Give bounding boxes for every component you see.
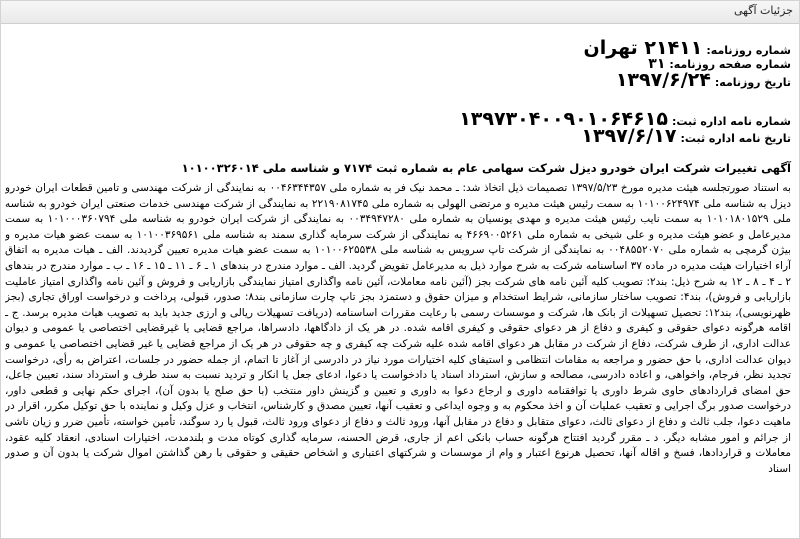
newspaper-date-value: ۱۳۹۷/۶/۲۴ — [615, 69, 711, 91]
page-number-label: شماره صفحه روزنامه: — [669, 58, 791, 71]
notice-title: آگهی تغییرات شرکت ایران خودرو دیزل شرکت سهامی عام به شماره ثبت ۷۱۷۴ و شناسه ملی ۱۰۱۰۰۳۲۶۰۱۴ — [181, 161, 791, 175]
newspaper-number-label: شماره روزنامه: — [706, 44, 791, 57]
page-number-value: ۳۱ — [648, 56, 666, 72]
notice-body: به استناد صورتجلسه هیئت مدیره مورخ ۱۳۹۷/۵/۲۳ تصمیمات ذیل اتخاذ شد: ـ محمد نیک فر به شماره ملی ۰۰۴۶۳۴۴۳۵۷ به نمایندگی از شرکت مهندسی و تامین قطعات ایران خودرو دیزل به شناسه ملی ۱۰۱۰۰۶۲۴۹۷۴ به سمت رئیس هیئت مدیره و مرتضی الهولی به شماره ملی ۲۲۱۹۰۸۱۷۴۵ به نمایندگی از شرکت مهندسی خدمات صنعتی ایران خودرو به شناسه ملی ۱۰۱۰۱۸۰۱۵۲۹ به سمت نایب رئیس هیئت مدیره و مهدی یونسیان به شماره ملی ۰۰۳۴۹۴۷۲۸۰ به نمایندگی از شرکت ایران خودرو به شناسه ملی ۱۰۱۰۰۰۳۶۰۷۹۴ به سمت مدیرعامل و عضو هیئت مدیره و علی شیخی به شماره ملی ۴۶۶۹۰۰۵۲۶۱ به نمایندگی از شرکت سرمایه گذاری سمند به شناسه ملی ۱۰۱۰۰۳۶۹۵۶۱ به سمت عضو هیات مدیره و بیژن گرمچی به شماره ملی ۰۰۴۸۵۵۲۰۷۰ به نمایندگی از شرکت تاپ سرویس به شناسه ملی ۱۰۱۰۰۶۲۵۵۳۸ به سمت عضو هیات مدیره تعیین گردیدند. الف ـ هیات مدیره به اتفاق آراء اختیارات هیئت مدیره در ماده ۳۷ اساسنامه شرکت به شرح موارد ذیل به مدیرعامل تفویض گردید. الف ـ موارد مندرج در بندهای ۱ ـ ۶ ـ ۱۱ ـ ۱۵ ـ ۱۶ ـ ب ـ موارد مندرج در بندهای ۲ ـ ۴ ـ ۸ ـ ۱۲ به شرح ذیل: بند۲: تصویب کلیه آئین نامه های شرکت بجز (آئین نامه معاملات، آئین نامه واگذاری امتیاز نمایندگی بازاریابی و فروش و آئین نامه واگذاری امتیاز عاملیت بازاریابی و فروش)، بند۴: تصویب ساختار سازمانی، شرایط استخدام و میزان حقوق و دستمزد بجز تاپ چارت سازمانی بند۸: صدور، قبولی، پرداخت و درخواست اوراق تجاری (بجز ظهرنویسی)، بند۱۲: تحصیل تسهیلات از بانک ها، شرکت و موسسات رسمی با رعایت مقررات اساسنامه (دریافت تسهیلات ریالی و ارزی جدید باید به تصویب هیات مدیره برسد. ج ـ اقامه هرگونه دعوای حقوقی و کیفری و دفاع از هر دعوای حقوقی و کیفری اقامه شده. در هر یک از دادگاهها، دادسراها، مراجع قضایی یا غیرقضایی اختصاصی یا عمومی و دیوان عدالت اداری، از طرف شرکت، دفاع از شرکت در مقابل هر دعوای اقامه شده علیه شرکت چه کیفری و چه حقوقی در هر یک از مراجع قضایی یا غیر قضایی اختصاصی یا عمومی و دیوان عدالت اداری، با حق حضور و مراجعه به مقامات انتظامی و استیفای کلیه اختیارات مورد نیاز در دادرسی از آغاز تا اتمام، از جمله حضور در جلسات، اعتراض به رأی، درخواست تجدید نظر، فرجام، واخواهی، و اعاده دادرسی، مصالحه و سازش، استرداد اسناد یا دادخواست یا دعوا، ادعای جعل یا انکار و تردید نسبت به سند طرف و استرداد سند، تعیین جاعل، حق امضای قراردادهای حاوی شرط داوری یا توافقنامه داوری و ارجاع دعوا به داوری و تعیین و گزینش داور منتخب (با حق صلح یا بدون آن)، اجرای حکم نهایی و قطعی داور، درخواست صدور برگ اجرایی و تعقیب عملیات آن و اخذ محکوم به و وجوه ایداعی و تعقیب آنها، تعیین مصدق و کارشناس، انتخاب و عزل وکیل و نماینده با حق توکیل مکرر، اقرار در ماهیت دعوا، جلب ثالث و دفاع از دعوای ثالث، دعوای متقابل و دفاع در مقابل آنها، ورود ثالث و دفاع از دعوای ورود ثالث، قبول یا رد سوگند، تأمین خواسته، تأمین ضرر و زیان ناشی از جرائم و امور مشابه دیگر. د ـ مقرر گردید افتتاح هرگونه حساب بانکی اعم از جاری، قرض الحسنه، سرمایه گذاری کوتاه مدت و بلندمدت، اختیارات اسنادی، انعقاد کلیه عقود، معاملات و قراردادها، فسخ و اقاله آنها، تحصیل هرنوع اعتبار و وام از موسسات و شرکتهای اعتباری و اشخاص حقیقی و حقوقی با رهن گذاشتن اموال شرکت یا بدون آن و صدور اسناد — [5, 182, 791, 475]
newspaper-number-value: ۲۱۴۱۱ تهران — [583, 37, 703, 59]
panel-header — [1, 1, 799, 24]
registry-letter-date-value: ۱۳۹۷/۶/۱۷ — [581, 125, 677, 147]
newspaper-date-row — [616, 69, 791, 91]
panel-title: جزئیات آگهی — [734, 4, 793, 17]
newspaper-date-label: تاریخ روزنامه: — [714, 76, 791, 89]
registry-letter-number-value: ۱۳۹۷۳۰۴۰۰۹۰۱۰۶۴۶۱۵ — [459, 108, 668, 130]
registry-letter-number-label: شماره نامه اداره ثبت: — [671, 115, 791, 128]
registry-letter-date-row — [581, 125, 791, 147]
registry-letter-date-label: تاریخ نامه اداره ثبت: — [680, 132, 791, 145]
